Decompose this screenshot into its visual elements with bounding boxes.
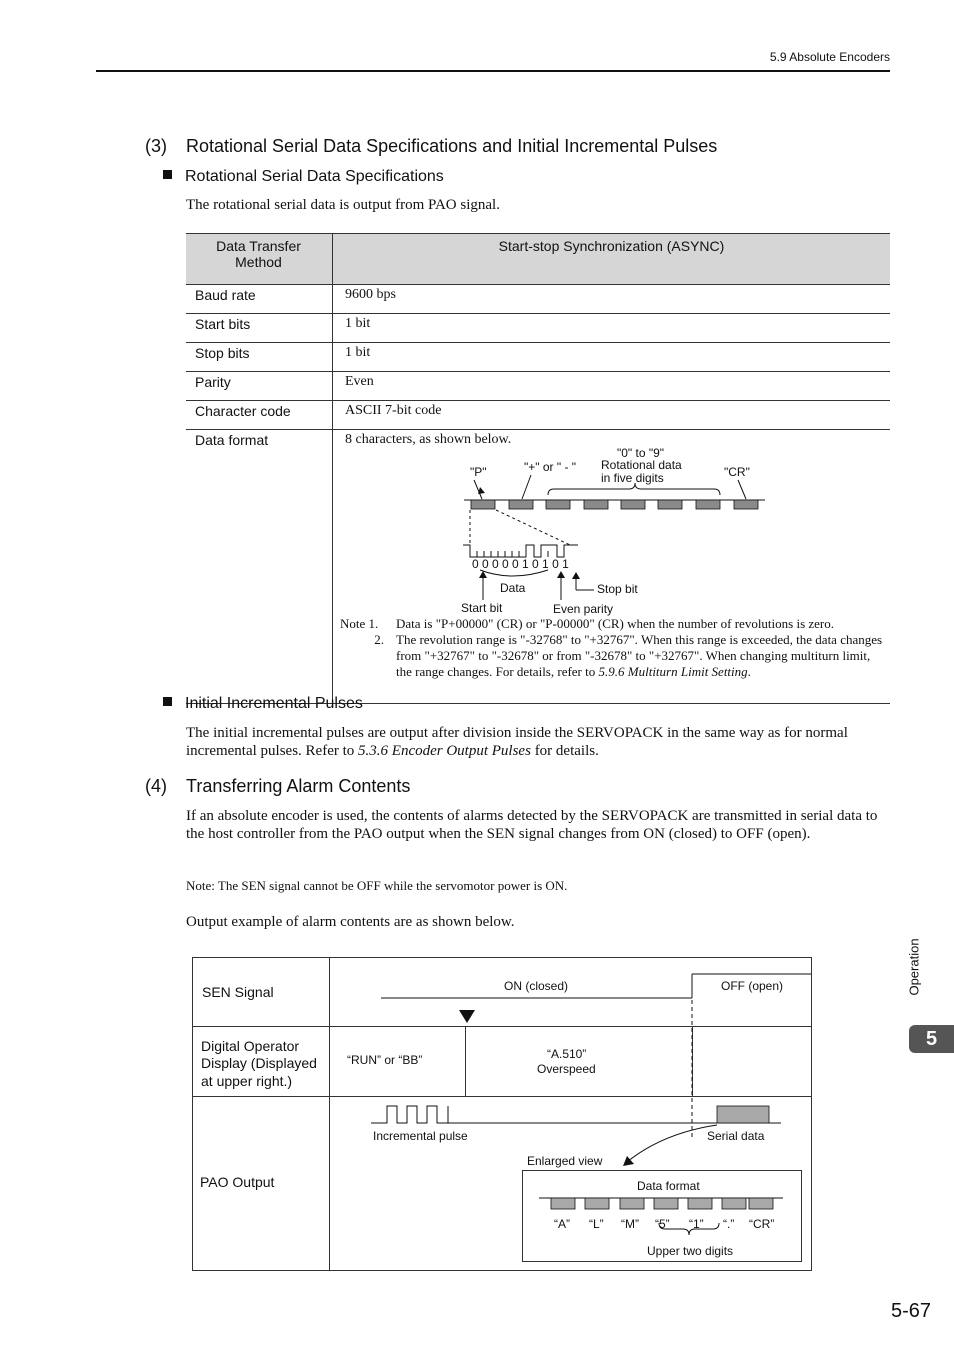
spec-value: 9600 bps — [333, 285, 891, 314]
alarm-paragraph: If an absolute encoder is used, the contents of alarms detected by the SERVOPACK are transmitted in serial data to the host controller from the PAO output when the SEN signal changes from ON (closed) to OFF (open). — [186, 808, 878, 842]
note-2 — [340, 632, 885, 680]
note-label: Note 1. — [340, 616, 379, 631]
note-end: . — [747, 664, 751, 679]
char-box — [749, 1198, 773, 1209]
display-label-1: Digital Operator — [201, 1038, 300, 1054]
spec-header-method: Data Transfer Method — [186, 234, 333, 285]
spec-label: Baud rate — [186, 285, 333, 314]
alarm-code-label: “A.510” — [547, 1047, 587, 1061]
pao-output-label: PAO Output — [200, 1174, 275, 1190]
char-box — [734, 500, 758, 509]
char-box — [551, 1198, 575, 1209]
label-p: "P" — [470, 465, 487, 479]
label-start-bit: Start bit — [461, 601, 503, 615]
spec-label: Start bits — [186, 314, 333, 343]
label-digits-2: Rotational data — [601, 458, 682, 472]
alarm-timing-table — [192, 957, 812, 1271]
char-box — [696, 500, 720, 509]
upper-two-digits-label: Upper two digits — [647, 1244, 734, 1258]
char-label: “.” — [723, 1217, 735, 1231]
char-box — [471, 500, 495, 509]
sen-signal-label: SEN Signal — [202, 984, 274, 1000]
char-box — [546, 500, 570, 509]
sen-off-label: OFF (open) — [721, 979, 784, 993]
char-label: “5” — [655, 1217, 670, 1231]
subheading-initial-incremental — [163, 695, 363, 713]
spec-value: 1 bit — [333, 314, 891, 343]
note-text-a: The revolution range is "-32768" to "+32767". When this range is exceeded, the data changes from "+32767" to "-32678" or from "-32678" to "+32767". When changing multiturn limit, the range changes. For details, refer to — [396, 632, 883, 679]
spec-label: Stop bits — [186, 343, 333, 372]
para-text: The initial incremental pulses are output after division inside the SERVOPACK in the same way as for normal incremental pulses. Refer to — [186, 725, 848, 759]
transition-arrow-icon — [459, 1010, 475, 1023]
char-label: “M” — [621, 1217, 639, 1231]
spec-value: Even — [333, 372, 891, 401]
side-section-label — [899, 935, 929, 999]
spec-label: Data format — [186, 430, 333, 704]
overspeed-label: Overspeed — [537, 1062, 596, 1076]
char-box — [585, 1198, 609, 1209]
sen-on-label: ON (closed) — [504, 979, 569, 993]
para-text-end: for details. — [530, 743, 599, 759]
bullet-square-icon — [163, 697, 172, 706]
label-digits-1: "0" to "9" — [617, 446, 665, 460]
data-format-label: Data format — [637, 1179, 700, 1193]
serial-data-label: Serial data — [707, 1129, 765, 1143]
char-box — [509, 500, 533, 509]
label-sign: "+" or " - " — [524, 460, 577, 474]
note-1 — [340, 616, 885, 632]
char-box — [621, 500, 645, 509]
section-4-number: (4) — [145, 776, 167, 796]
label-digits-3: in five digits — [601, 471, 664, 485]
char-box — [722, 1198, 746, 1209]
display-label-2: Display (Displayed — [201, 1055, 317, 1071]
section-3-title: Rotational Serial Data Specifications and Initial Incremental Pulses — [186, 136, 718, 156]
chapter-tab: 5 — [909, 1025, 954, 1053]
spec-header-value: Start-stop Synchronization (ASYNC) — [333, 234, 891, 285]
alarm-timing-svg — [193, 958, 811, 1270]
char-box — [620, 1198, 644, 1209]
side-section-text: Operation — [906, 938, 922, 996]
run-bb-label: “RUN” or “BB” — [347, 1053, 423, 1067]
para-ref: 5.3.6 Encoder Output Pulses — [358, 743, 531, 759]
char-box — [654, 1198, 678, 1209]
enlarged-view-label: Enlarged view — [527, 1154, 603, 1168]
label-data: Data — [500, 581, 526, 595]
bit-values: 0 0 0 0 0 1 0 1 0 1 — [472, 557, 569, 571]
label-cr: "CR" — [724, 465, 750, 479]
intro-paragraph: The rotational serial data is output from PAO signal. — [186, 197, 500, 213]
spec-value: 8 characters, as shown below. — [333, 430, 891, 704]
char-label: “1” — [689, 1217, 704, 1231]
subheading-text: Rotational Serial Data Specifications — [185, 168, 444, 185]
spec-value: 1 bit — [333, 343, 891, 372]
display-label-3: at upper right.) — [201, 1073, 293, 1089]
page-number: 5-67 — [890, 1300, 931, 1322]
incremental-pulse-label: Incremental pulse — [373, 1129, 468, 1143]
running-header: 5.9 Absolute Encoders — [769, 50, 890, 64]
note-label: 2. — [374, 632, 384, 647]
incremental-paragraph — [186, 724, 890, 760]
alarm-example-text: Output example of alarm contents are as shown below. — [186, 914, 515, 930]
section-3-number: (3) — [145, 136, 167, 156]
char-label: “CR” — [749, 1217, 775, 1231]
note-text: Data is "P+00000" (CR) or "P-00000" (CR) when the number of revolutions is zero. — [396, 616, 835, 631]
spec-label: Parity — [186, 372, 333, 401]
char-box — [658, 500, 682, 509]
section-4-title: Transferring Alarm Contents — [186, 776, 411, 796]
subheading-text: Initial Incremental Pulses — [185, 695, 363, 712]
spec-value: ASCII 7-bit code — [333, 401, 891, 430]
char-label: “A” — [554, 1217, 570, 1231]
char-label: “L” — [589, 1217, 604, 1231]
alarm-note: Note: The SEN signal cannot be OFF while the servomotor power is ON. — [186, 878, 568, 893]
label-stop-bit: Stop bit — [597, 582, 638, 596]
char-box — [688, 1198, 712, 1209]
spec-label: Character code — [186, 401, 333, 430]
serial-data-block — [717, 1106, 769, 1123]
format-notes — [340, 616, 885, 680]
note-text — [396, 632, 885, 680]
note-ref: 5.9.6 Multiturn Limit Setting — [598, 664, 748, 679]
label-even-parity: Even parity — [553, 602, 614, 616]
char-box — [584, 500, 608, 509]
